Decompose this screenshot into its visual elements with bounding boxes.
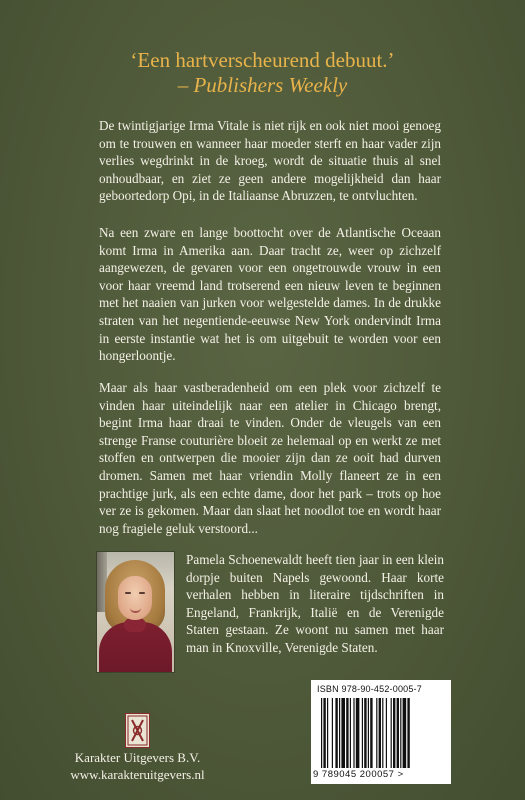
- blurb-paragraph-3: Maar als haar vastberadenheid om een plek voor zichzelf te vinden haar uiteindelijk naar een atelier in Chicago brengt, begint Irma haar draai te vinden. Onder de vleugels van een strenge Franse couturière bloeit ze helemaal op en werkt ze met stoffen en ontwerpen die mooier zijn dan ze ooit had durven dromen. Samen met haar vriendin Molly flaneert ze in een prachtige jurk, als een echte dame, door het park – trots op hoe ver ze is gekomen. Maar dan slaat het noodlot toe en wordt haar nog fragiele geluk verstoord...: [99, 380, 441, 536]
- author-photo: [96, 551, 175, 673]
- author-bio: Pamela Schoenewaldt heeft tien jaar in een klein dorpje buiten Napels gewoond. Haar korte verhalen hebben in literaire tijdschriften in Engeland, Frankrijk, Italië en de Verenigde Staten gestaan. Ze woont nu samen met haar man in Knoxville, Verenigde Staten.: [186, 552, 444, 655]
- blurb-paragraph-1: De twintigjarige Irma Vitale is niet rijk en ook niet mooi genoeg om te trouwen en wanneer haar moeder sterft en haar vader zijn verlies wegdrinkt in de kroeg, wordt de situatie thuis al snel onhoudbaar, en ziet ze geen andere mogelijkheid dan haar geboortedorp Opi, in de Italiaanse Abruzzen, te ontvluchten.: [99, 118, 441, 204]
- barcode-bars: [321, 698, 441, 768]
- barcode: [311, 680, 451, 784]
- isbn-label: ISBN 978-90-452-0005-7: [317, 684, 422, 694]
- review-source: – Publishers Weekly: [177, 73, 348, 97]
- publisher-url[interactable]: www.karakteruitgevers.nl: [70, 767, 205, 782]
- blurb-paragraph-2: Na een zware en lange boottocht over de Atlantische Oceaan komt Irma in Amerika aan. Daar tracht ze, weer op zichzelf aangewezen, de gevaren voor een ongetrouwde vrouw in een voor haar vreemd land trotserend een nieuw leven te beginnen met het naaien van jurken voor welgestelde dames. In de drukke straten van het negentiende-eeuwse New York ondervindt Irma in eerste instantie wat het is om uitgebuit te worden voor een hongerloontje.: [99, 225, 441, 364]
- publisher-name: Karakter Uitgevers B.V.: [74, 750, 201, 765]
- review-quote: ‘Een hartverscheurend debuut.’: [130, 48, 395, 72]
- publisher-logo-icon: [125, 713, 150, 748]
- barcode-digits: 9 789045 200057 >: [313, 769, 404, 780]
